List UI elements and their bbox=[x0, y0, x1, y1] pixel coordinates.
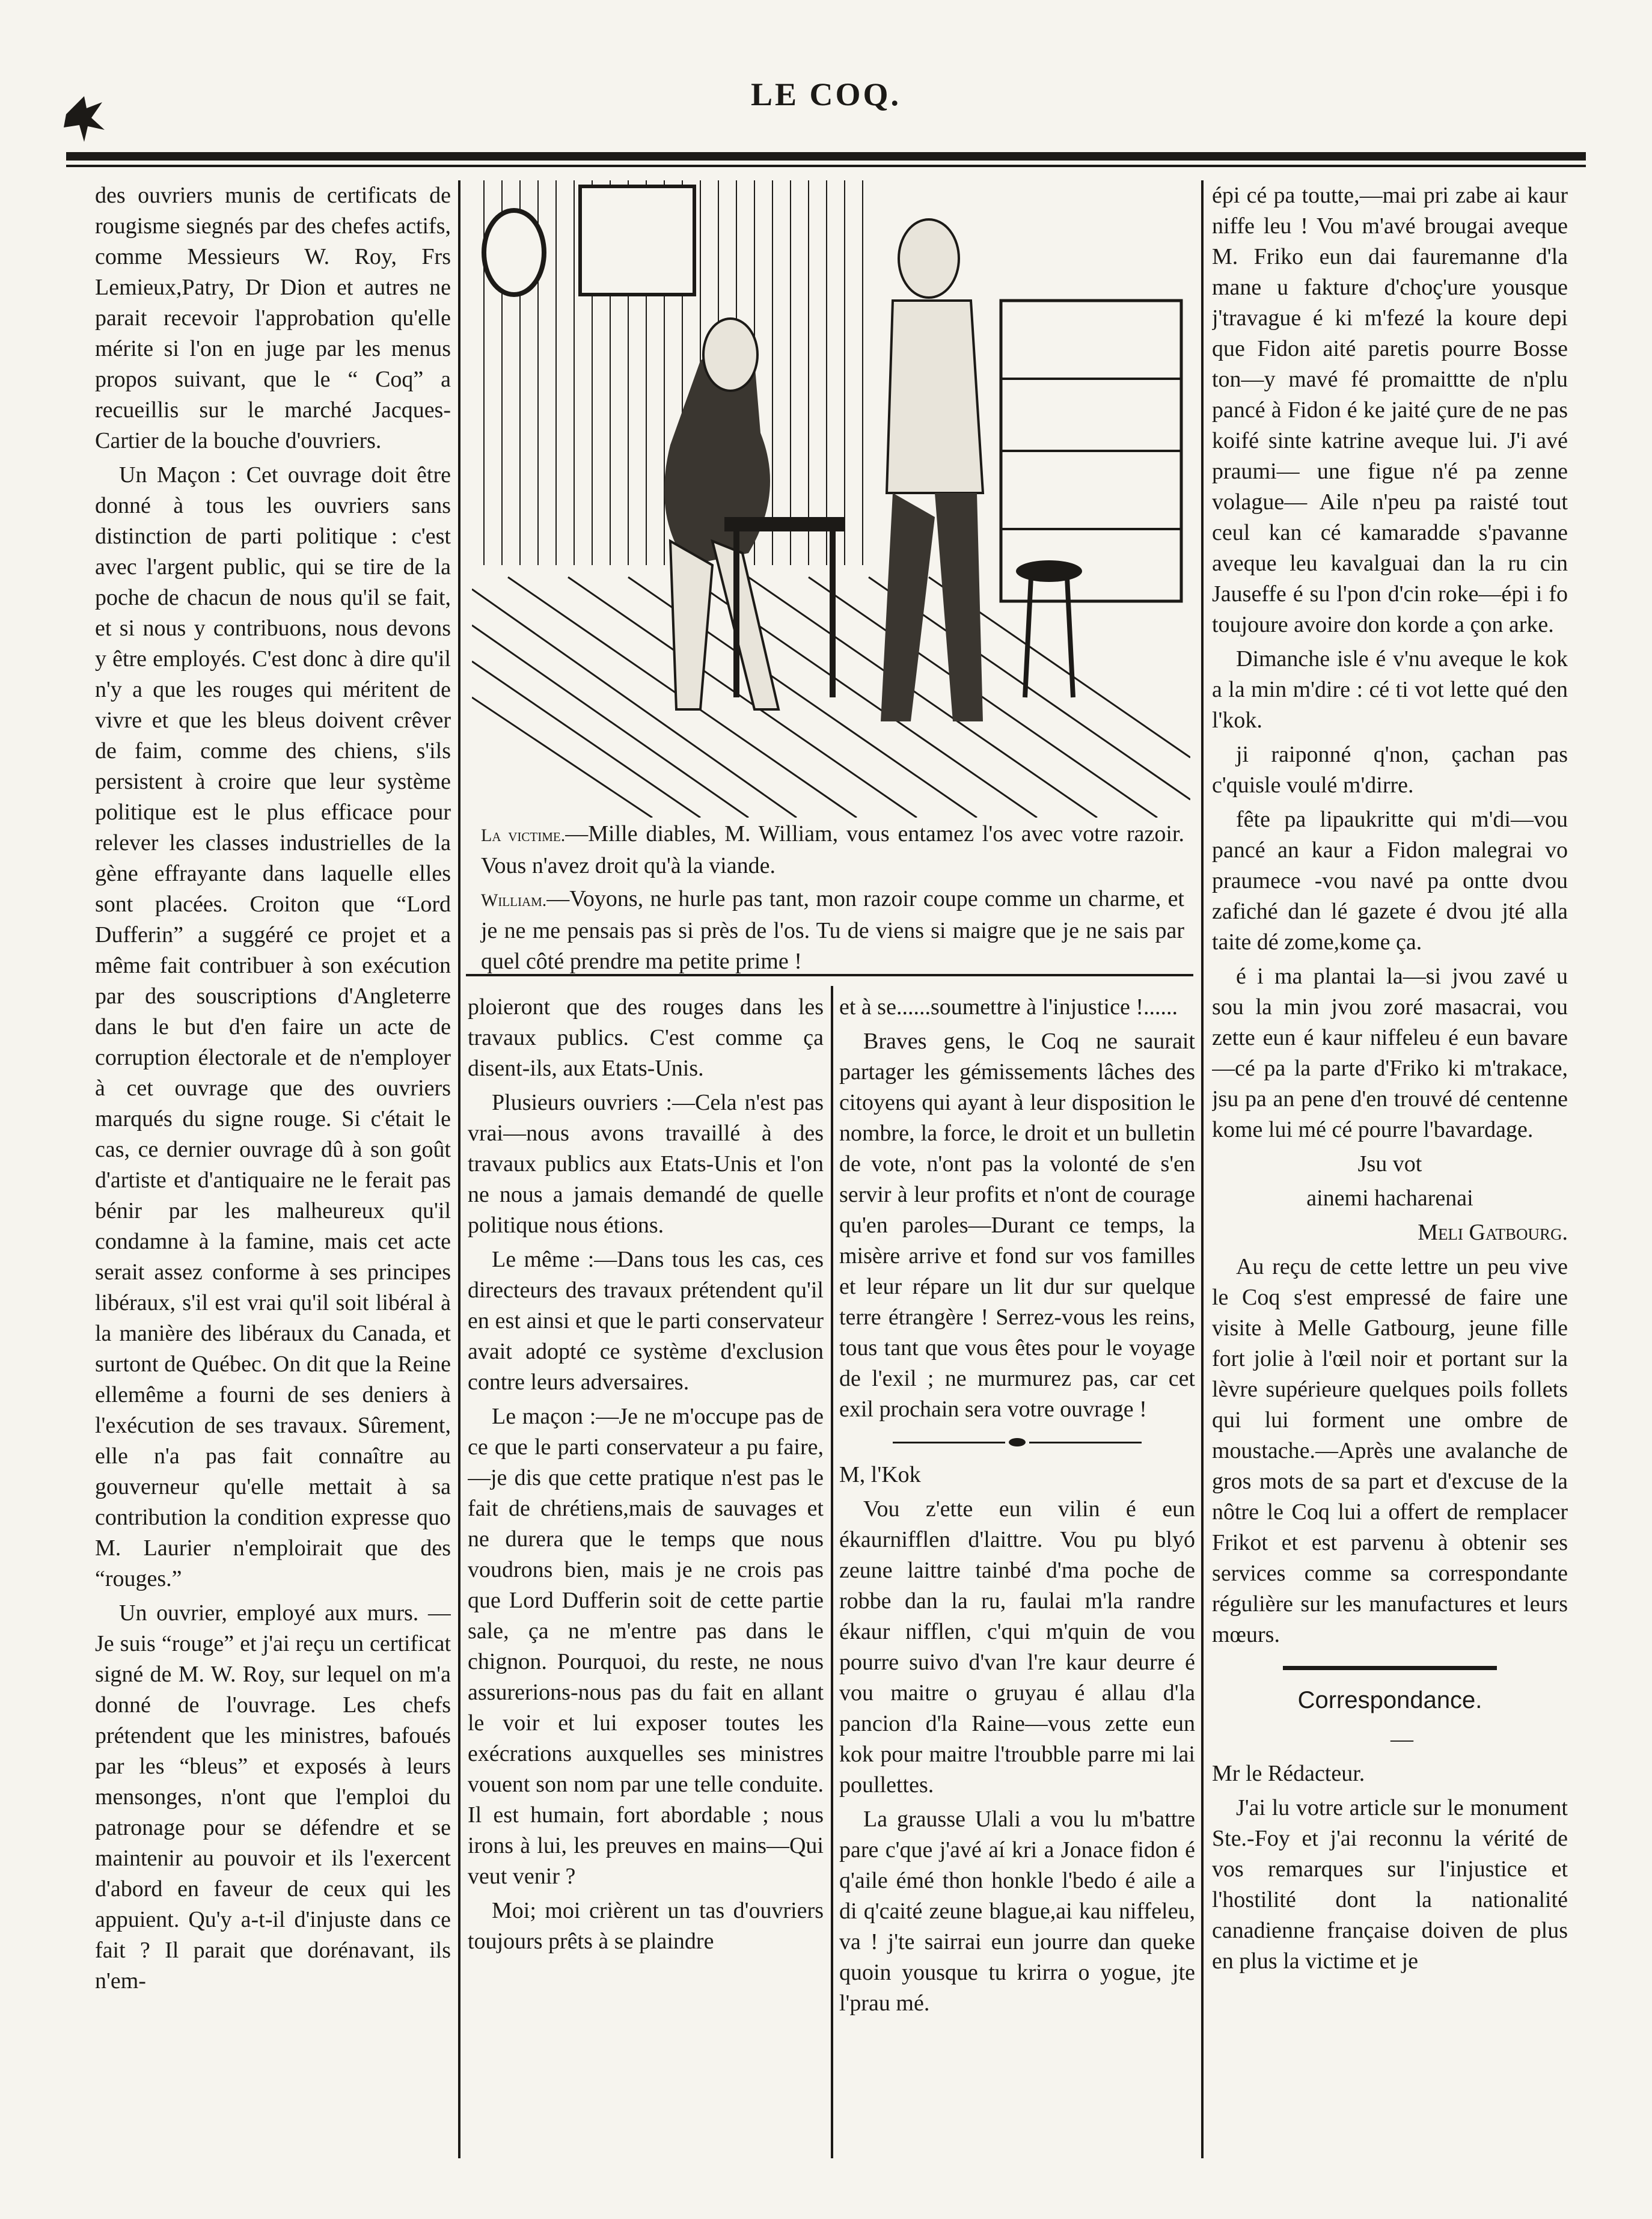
speaker-label: La victime. bbox=[481, 825, 566, 845]
letter-salutation: M, l'Kok bbox=[839, 1462, 921, 1487]
column-rule bbox=[458, 180, 460, 2158]
paragraph: Vou z'ette eun vilin é eun ékaurnifflen d'laittre. Vou pu blyó zeune laittre tainbé d'ma poche de robbe dan la ru, faulai m'la randre ékaur nifflen, c'qui m'quin de vou pourre suivo d'van l're kaur deurre é vou maitre o gruyau é allau d'la pancion d'la Raine—vous zette eun kok pour maitre l'troubble parre mi lai poullettes. bbox=[839, 1496, 1195, 1798]
paragraph: Au reçu de cette lettre un peu vive le Coq s'est empressé de faire une visite à Melle Gatbourg, jeune fille fort jolie à l'œil noir et portant sur la lèvre supérieure quelques poils follets qui lui forment une ombre de moustache.—Après une avalanche de gros mots de sa part et d'excuse de la nôtre le Coq lui a offert de remplacer Frikot et est parvenu à obtenir ses services comme sa correspondante régulière sur les manufactures et leurs mœurs. bbox=[1212, 1254, 1568, 1647]
paragraph: Un ouvrier, employé aux murs. —Je suis “rouge” et j'ai reçu un certificat signé de M. W. Roy, sur lequel on m'a donné de l'ouvrage. Les chefs prétendent que les ministres, bafoués par les “bleus” et exposés à leurs mensonges, n'ont que l'emploi du patronage pour se défendre et se maintenir au pouvoir et ils l'exercent d'abord en faveur de ceux qui les appuient. Qu'y a-t-il d'injuste dans ce fait ? Il parait que dorénavant, ils n'em- bbox=[95, 1600, 451, 1994]
header-rule bbox=[66, 152, 1586, 161]
column-3 bbox=[839, 992, 1195, 2164]
corner-ornament bbox=[60, 90, 108, 144]
paragraph: Un Maçon : Cet ouvrage doit être donné à tous les ouvriers sans distinction de parti politique : c'est avec l'argent public, qui se tire de la poche de chacun de nous qu'il se fait, et si nous y contribuons, nous devons y être employés. C'est donc à dire qu'il n'y a que les rouges qui méritent de vivre et que les bleus doivent crêver de faim, comme des chiens, s'ils persistent à croire que leur système politique est le plus efficace pour relever les classes industrielles de la gène effrayante dans laquelle elles sont placées. Croiton que “Lord Dufferin” a suggéré ce projet et a même fait contribuer à son exécution par des souscriptions d'Angleterre dans le but d'en faire un acte de corruption électorale et de n'employer à cet ouvrage que des ouvriers marqués du signe rouge. Si c'était le cas, ce dernier ouvrage dû à son goût d'artiste et d'antiquaire ne le ferait pas bénir par les malheureux qu'il condamne à la famine, mais cet acte serait assez conforme à ses principes libéraux, s'il est vrai qu'il soit libéral à la manière des libéraux du Canada, et surtont de Québec. On dit que la Reine ellemême a fourni de ses deniers à l'exécution de ses travaux. Sûrement, elle n'a pas fait connaître au gouverneur qu'elle mettait à sa contribution la condition expresse quo M. Laurier n'emploirait que des “rouges.” bbox=[95, 462, 451, 1591]
caption-text: —Voyons, ne hurle pas tant, mon razoir coupe comme un charme, et je ne me pensais pas si près de l'os. Tu de viens si maigre que je ne sais par quel côté prendre ma petite prime ! bbox=[481, 886, 1184, 974]
paragraph: J'ai lu votre article sur le monument Ste.-Foy et j'ai reconnu la vérité de vos remarques sur l'injustice et l'hostilité dont la nationalité canadienne française doiven de plus en plus la victime et je bbox=[1212, 1795, 1568, 1974]
caption-text: —Mille diables, M. William, vous entamez l'os avec votre razoir. Vous n'avez droit qu'à la viande. bbox=[481, 821, 1184, 878]
paragraph: ploieront que des rouges dans les travaux publics. C'est comme ça disent-ils, aux Etats-Unis. bbox=[468, 994, 824, 1081]
paragraph: Braves gens, le Coq ne saurait partager les gémissements lâches des citoyens qui ayant à leur disposition le nombre, la force, le droit et un bulletin de vote, n'ont pas la volonté de s'en servir à leur profits et n'ont de courage qu'en paroles—Durant ce temps, la misère arrive et fond sur vos familles et leur répare un lit dur sur quelque terre étrangère ! Serrez-vous les reins, tous tant que vous êtes pour le voyage de l'exil ; ne murmurez pas, car cet exil prochain sera votre ouvrage ! bbox=[839, 1029, 1195, 1422]
signature-name: Meli Gatbourg. bbox=[1418, 1220, 1568, 1245]
paragraph: Moi; moi crièrent un tas d'ouvriers toujours prêts à se plaindre bbox=[468, 1898, 824, 1954]
signature-line: ainemi hacharenai bbox=[1306, 1186, 1473, 1211]
letter-salutation: Mr le Rédacteur. bbox=[1212, 1761, 1365, 1786]
column-1 bbox=[95, 180, 451, 2164]
column-rule bbox=[831, 986, 833, 2158]
caption-victim bbox=[481, 819, 1184, 881]
paragraph: fête pa lipaukritte qui m'di—vou pancé an kaur a Fidon malegrai vo praumece -vou navé pa ontte dvou zafiché dan lé gazete é dvou jté alla taite dé zome,kome ça. bbox=[1212, 807, 1568, 955]
paragraph: épi cé pa toutte,—mai pri zabe ai kaur niffe leu ! Vou m'avé brougai aveque M. Friko eun dai fauremanne d'la mane u fakture d'choç'ure yousque j'travague é ki m'fezé la koure depi que Fidon aité paretis pourre Bosse ton—y mavé fé promaittte de n'plu pancé à Fidon é ke jaité çure de ne pas koifé sinte katrine aveque lui. J'i avé praumi— une figue n'é pa zenne volague— Aile n'peu pa raisté tout ceul kan cé kamaradde s'pavanne aveque leu kavalguai dan la ru cin Jauseffe é su l'pon d'cin roke—épi i fo toujoure avoire don korde a çon arke. bbox=[1212, 183, 1568, 637]
paragraph: é i ma plantai la—si jvou zavé u sou la min jvou zoré masacrai, vou zette eun é kaur niffeleu é eun bavare—cé pa la parte d'Friko ki m'trakace, jsu pa an pene d'en trouvé dé centenne kome lui mé cé pourre l'bavardage. bbox=[1212, 964, 1568, 1142]
heading-dash: — bbox=[1390, 1727, 1413, 1752]
signature-line: Jsu vot bbox=[1357, 1151, 1422, 1177]
paragraph: Le maçon :—Je ne m'occupe pas de ce que le parti conservateur a pu faire,—je dis que cette pratique n'est pas le fait de chrétiens,mais de sauvages et ne durera que le temps que nous voudrons bien, mais je ne crois pas que Lord Dufferin soit de cette partie sale, ça ne m'entre pas dans le chignon. Pourquoi, du reste, ne nous assurerions-nous pas du fait en allant le voir et lui exposer toutes les exécrations auxquelles ses ministres vouent son nom par une telle conduite. Il est humain, fort abordable ; nous irons à lui, les preuves en mains—Qui veut venir ? bbox=[468, 1404, 824, 1889]
paragraph: Plusieurs ouvriers :—Cela n'est pas vrai—nous avons travaillé à des travaux publics aux Etats-Unis et l'on ne nous a jamais demandé de quelle politique nous étions. bbox=[468, 1090, 824, 1238]
column-rule bbox=[1201, 180, 1204, 2158]
engraving-barber-scene bbox=[472, 180, 1190, 818]
section-heading: Correspondance. bbox=[1297, 1687, 1482, 1713]
paragraph: ji raiponné q'non, çachan pas c'quisle voulé m'dirre. bbox=[1212, 742, 1568, 798]
paragraph: Dimanche isle é v'nu aveque le kok a la min m'dire : cé ti vot lette qué den l'kok. bbox=[1212, 646, 1568, 733]
paragraph: Le même :—Dans tous les cas, ces directeurs des travaux prétendent qu'il en est ainsi et que le parti conservateur avait adopté ce système d'exclusion contre leurs adversaires. bbox=[468, 1247, 824, 1395]
ornament-divider bbox=[893, 1433, 1142, 1451]
caption-william bbox=[481, 884, 1184, 977]
page-title: LE COQ. bbox=[750, 76, 902, 112]
paragraph: La grausse Ulali a vou lu m'battre pare c'que j'avé aí kri a Jonace fidon é q'aile émé thon honkle l'bedo é aile a di q'caité zeune blague,ai kau niffeleu, va ! j'te sairrai eun jourre dan queke quoin yousque tu krirra o yogue, jte l'prau mé. bbox=[839, 1807, 1195, 2016]
column-4 bbox=[1212, 180, 1568, 2164]
column-2 bbox=[468, 992, 824, 2164]
engraving-caption bbox=[481, 819, 1184, 979]
section-divider bbox=[1283, 1660, 1496, 1676]
paragraph: et à se......soumettre à l'injustice !...... bbox=[839, 994, 1178, 1020]
header-rule-thin bbox=[66, 165, 1586, 167]
paragraph: des ouvriers munis de certificats de rougisme siegnés par des chefes actifs, comme Messieurs W. Roy, Frs Lemieux,Patry, Dr Dion et autres ne parait recevoir l'approbation qu'elle mérite si l'on en juge par les menus propos suivant, que le “ Coq” a recueillis sur le marché Jacques-Cartier de la bouche d'ouvriers. bbox=[95, 183, 451, 453]
speaker-label: William. bbox=[481, 890, 547, 910]
